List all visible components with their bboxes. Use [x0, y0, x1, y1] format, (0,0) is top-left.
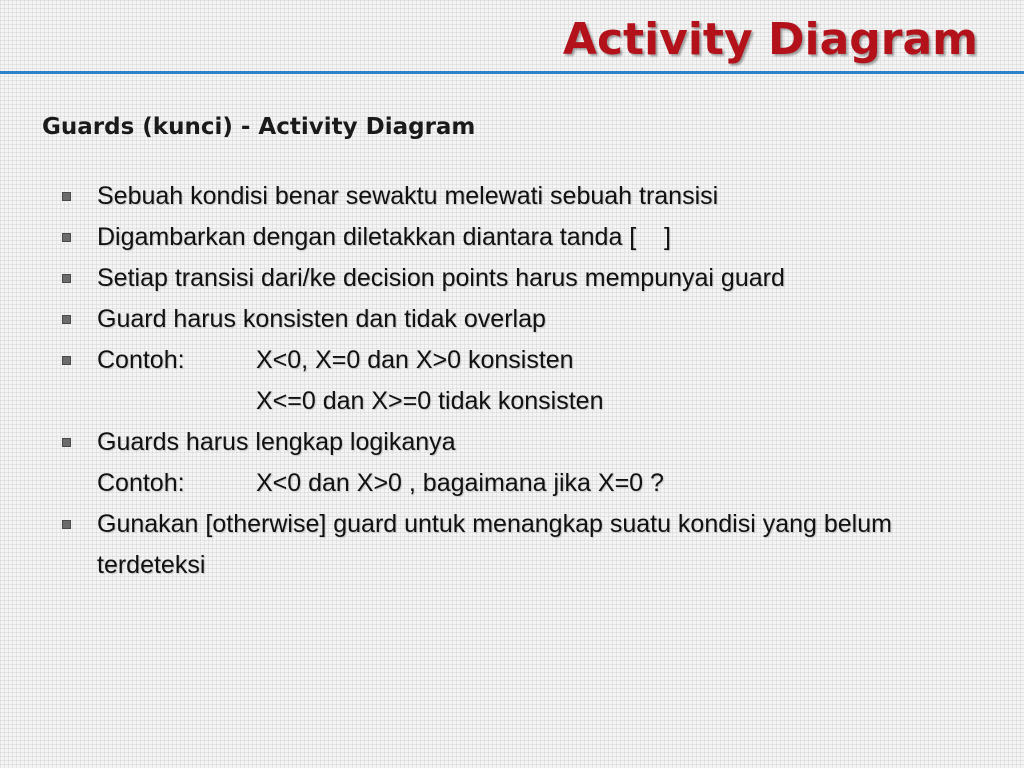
- example-line: [97, 463, 980, 504]
- example-label: Contoh:: [97, 469, 185, 497]
- slide-title: Activity Diagram: [562, 14, 978, 65]
- bullet-text: Setiap transisi dari/ke decision points harus mempunyai guard: [97, 264, 785, 292]
- bullet-item: [60, 258, 980, 299]
- bullet-text: Gunakan [otherwise] guard untuk menangkap suatu kondisi yang belum terdeteksi: [97, 510, 892, 579]
- square-bullet-icon: [62, 520, 71, 529]
- square-bullet-icon: [62, 192, 71, 201]
- square-bullet-icon: [62, 315, 71, 324]
- example-text: X<0 dan X>0 , bagaimana jika X=0 ?: [256, 469, 664, 497]
- example-line: [97, 340, 980, 381]
- square-bullet-icon: [62, 438, 71, 447]
- bullet-item: [60, 299, 980, 340]
- bullet-text: Digambarkan dengan diletakkan diantara tanda [ ]: [97, 223, 671, 251]
- bullet-item: [60, 176, 980, 217]
- bullet-text: Guard harus konsisten dan tidak overlap: [97, 305, 546, 333]
- example-text: X<=0 dan X>=0 tidak konsisten: [256, 387, 604, 415]
- example-line: [97, 381, 980, 422]
- bullet-item: [60, 340, 980, 422]
- example-label: Contoh:: [97, 346, 185, 374]
- square-bullet-icon: [62, 356, 71, 365]
- square-bullet-icon: [62, 274, 71, 283]
- bullet-text: Guards harus lengkap logikanya: [97, 428, 456, 456]
- bullet-item: [60, 422, 980, 504]
- bullet-text: Sebuah kondisi benar sewaktu melewati sebuah transisi: [97, 182, 719, 210]
- example-text: X<0, X=0 dan X>0 konsisten: [256, 346, 574, 374]
- square-bullet-icon: [62, 233, 71, 242]
- bullet-list: [60, 176, 980, 586]
- slide-subtitle: Guards (kunci) - Activity Diagram: [42, 114, 476, 140]
- bullet-item: [60, 504, 980, 586]
- bullet-item: [60, 217, 980, 258]
- title-divider: [0, 71, 1024, 74]
